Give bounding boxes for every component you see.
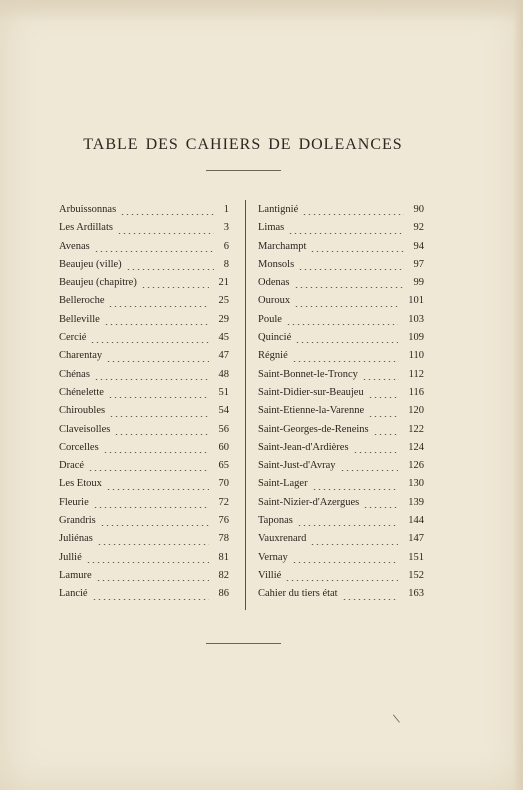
entry-page-number: 8	[223, 258, 229, 270]
entry-name: Monsols	[258, 258, 295, 270]
entry-page-number: 122	[408, 423, 424, 435]
entry-page-number: 72	[218, 496, 229, 508]
entry-page-number: 112	[408, 368, 424, 380]
dot-leader	[104, 324, 209, 325]
entry-name: Saint-Etienne-la-Varenne	[258, 405, 365, 417]
index-entry	[258, 329, 426, 347]
dot-leader	[94, 251, 214, 252]
entry-page-number: 151	[408, 551, 424, 563]
index-entry	[258, 366, 426, 384]
index-entry	[258, 530, 426, 548]
entry-name: Belleroche	[59, 295, 105, 307]
entry-page-number: 86	[218, 588, 229, 600]
entry-name: Limas	[258, 222, 285, 234]
index-entry	[59, 201, 231, 219]
entry-page-number: 70	[218, 478, 229, 490]
index-entry	[258, 201, 426, 219]
index-entry	[59, 274, 231, 292]
entry-page-number: 25	[218, 295, 229, 307]
entry-name: Lantignié	[258, 204, 299, 215]
entry-page-number: 97	[413, 258, 424, 270]
entry-page-number: 51	[218, 386, 229, 398]
index-entry	[258, 457, 426, 475]
entry-name: Chénas	[59, 368, 90, 380]
entry-name: Lancié	[59, 588, 88, 600]
dot-leader	[286, 324, 398, 325]
entry-name: Saint-Georges-de-Reneins	[258, 423, 369, 435]
right-index-column	[258, 201, 426, 604]
entry-name: Dracé	[59, 460, 85, 472]
entry-name: Villié	[258, 569, 282, 581]
page-title: TABLE DES CAHIERS DE DOLEANCES	[83, 136, 403, 153]
index-entry	[59, 494, 231, 512]
entry-page-number: 120	[408, 405, 424, 417]
index-entry	[258, 439, 426, 457]
dot-leader	[86, 562, 209, 563]
entry-page-number: 60	[218, 441, 229, 453]
index-entry	[59, 567, 231, 585]
entry-name: Quincié	[258, 332, 292, 344]
entry-name: Marchampt	[258, 240, 307, 252]
index-entry	[59, 366, 231, 384]
dot-leader	[114, 434, 209, 435]
dot-leader	[292, 361, 399, 362]
entry-name: Corcelles	[59, 441, 99, 453]
dot-leader	[342, 599, 398, 600]
dot-leader	[340, 470, 398, 471]
dot-leader	[93, 507, 209, 508]
dot-leader	[94, 379, 209, 380]
entry-page-number: 109	[408, 332, 424, 344]
dot-leader	[120, 214, 214, 215]
entry-name: Arbuissonnas	[59, 204, 117, 215]
dot-leader	[285, 580, 398, 581]
entry-page-number: 130	[408, 478, 424, 490]
dot-leader	[312, 489, 398, 490]
entry-page-number: 6	[223, 240, 229, 252]
dot-leader	[363, 507, 398, 508]
entry-name: Claveisolles	[59, 423, 111, 435]
dot-leader	[108, 306, 209, 307]
index-entry	[59, 439, 231, 457]
dot-leader	[373, 434, 398, 435]
entry-name: Les Etoux	[59, 478, 102, 490]
column-divider	[245, 200, 246, 610]
dot-leader	[100, 525, 209, 526]
index-entry	[59, 457, 231, 475]
entry-page-number: 94	[413, 240, 424, 252]
bottom-rule	[206, 643, 281, 644]
index-entry	[59, 512, 231, 530]
entry-page-number: 116	[408, 386, 424, 398]
entry-name: Saint-Bonnet-le-Troncy	[258, 368, 358, 380]
dot-leader	[92, 599, 209, 600]
entry-name: Avenas	[59, 240, 90, 252]
dot-leader	[97, 544, 209, 545]
index-entry	[258, 475, 426, 493]
entry-page-number: 81	[218, 551, 229, 563]
left-index-column	[59, 201, 231, 604]
index-entry	[258, 347, 426, 365]
entry-page-number: 48	[218, 368, 229, 380]
entry-name: Saint-Nizier-d'Azergues	[258, 496, 360, 508]
index-entry	[258, 494, 426, 512]
entry-name: Cercié	[59, 332, 87, 344]
entry-page-number: 82	[218, 569, 229, 581]
page-top-shadow	[0, 0, 523, 22]
entry-page-number: 152	[408, 569, 424, 581]
dot-leader	[106, 361, 209, 362]
entry-page-number: 144	[408, 515, 424, 527]
entry-name: Les Ardillats	[59, 222, 113, 234]
index-entry	[258, 402, 426, 420]
entry-page-number: 1	[223, 204, 229, 215]
entry-name: Lamure	[59, 569, 92, 581]
entry-name: Régnié	[258, 350, 288, 362]
dot-leader	[362, 379, 399, 380]
index-entry	[59, 384, 231, 402]
dot-leader	[295, 342, 398, 343]
entry-page-number: 47	[218, 350, 229, 362]
dot-leader	[96, 580, 209, 581]
index-entry	[59, 329, 231, 347]
index-entry	[59, 421, 231, 439]
entry-page-number: 21	[218, 277, 229, 289]
index-entry	[258, 238, 426, 256]
dot-leader	[126, 269, 214, 270]
entry-name: Jullié	[59, 551, 82, 563]
dot-leader	[103, 452, 209, 453]
dot-leader	[109, 416, 209, 417]
entry-page-number: 110	[408, 350, 424, 362]
index-entry	[258, 219, 426, 237]
dot-leader	[288, 233, 404, 234]
entry-page-number: 103	[408, 313, 424, 325]
index-entry	[258, 256, 426, 274]
dot-leader	[108, 397, 209, 398]
dot-leader	[106, 489, 209, 490]
entry-page-number: 147	[408, 533, 424, 545]
entry-name: Belleville	[59, 313, 100, 325]
entry-page-number: 92	[413, 222, 424, 234]
index-entry	[59, 530, 231, 548]
entry-name: Ouroux	[258, 295, 291, 307]
entry-name: Saint-Lager	[258, 478, 308, 490]
index-entry	[59, 292, 231, 310]
index-entry	[258, 274, 426, 292]
index-entry	[258, 421, 426, 439]
entry-name: Juliénas	[59, 533, 93, 545]
index-entry	[59, 347, 231, 365]
page-right-shadow	[513, 0, 523, 790]
entry-page-number: 90	[413, 204, 424, 215]
index-entry	[258, 567, 426, 585]
entry-name: Poule	[258, 313, 282, 325]
entry-page-number: 163	[408, 588, 424, 600]
entry-name: Beaujeu (ville)	[59, 258, 122, 270]
dot-leader	[368, 416, 398, 417]
dot-leader	[117, 233, 214, 234]
index-entry	[258, 512, 426, 530]
dot-leader	[353, 452, 398, 453]
entry-page-number: 101	[408, 295, 424, 307]
dot-leader	[310, 544, 398, 545]
entry-name: Saint-Just-d'Avray	[258, 460, 336, 472]
entry-name: Beaujeu (chapitre)	[59, 277, 137, 289]
entry-page-number: 65	[218, 460, 229, 472]
index-entry	[59, 311, 231, 329]
index-entry	[59, 402, 231, 420]
dot-leader	[90, 342, 209, 343]
entry-page-number: 3	[223, 222, 229, 234]
entry-name: Vernay	[258, 551, 288, 563]
entry-name: Cahier du tiers état	[258, 588, 338, 600]
dot-leader	[302, 214, 404, 215]
dot-leader	[298, 269, 404, 270]
dot-leader	[294, 306, 398, 307]
entry-name: Charentay	[59, 350, 103, 362]
dot-leader	[141, 287, 209, 288]
index-entry	[59, 585, 231, 603]
entry-name: Fleurie	[59, 496, 89, 508]
entry-page-number: 54	[218, 405, 229, 417]
dot-leader	[368, 397, 399, 398]
index-entry	[258, 549, 426, 567]
entry-page-number: 124	[408, 441, 424, 453]
index-entry	[59, 219, 231, 237]
dot-leader	[310, 251, 404, 252]
entry-name: Taponas	[258, 515, 293, 527]
entry-name: Vauxrenard	[258, 533, 307, 545]
index-entry	[258, 384, 426, 402]
entry-name: Grandris	[59, 515, 96, 527]
pencil-mark: \	[392, 711, 402, 728]
entry-page-number: 78	[218, 533, 229, 545]
title-rule	[206, 170, 281, 171]
index-entry	[59, 475, 231, 493]
entry-name: Chénelette	[59, 386, 104, 398]
dot-leader	[88, 470, 209, 471]
entry-name: Odenas	[258, 277, 290, 289]
entry-page-number: 76	[218, 515, 229, 527]
entry-page-number: 29	[218, 313, 229, 325]
entry-name: Saint-Didier-sur-Beaujeu	[258, 386, 364, 398]
index-entry	[59, 238, 231, 256]
dot-leader	[297, 525, 398, 526]
index-entry	[59, 256, 231, 274]
index-entry	[258, 585, 426, 603]
entry-name: Saint-Jean-d'Ardières	[258, 441, 349, 453]
entry-page-number: 56	[218, 423, 229, 435]
entry-name: Chiroubles	[59, 405, 106, 417]
entry-page-number: 99	[413, 277, 424, 289]
dot-leader	[294, 287, 404, 288]
entry-page-number: 139	[408, 496, 424, 508]
entry-page-number: 126	[408, 460, 424, 472]
dot-leader	[292, 562, 398, 563]
entry-page-number: 45	[218, 332, 229, 344]
index-entry	[59, 549, 231, 567]
index-entry	[258, 311, 426, 329]
index-entry	[258, 292, 426, 310]
